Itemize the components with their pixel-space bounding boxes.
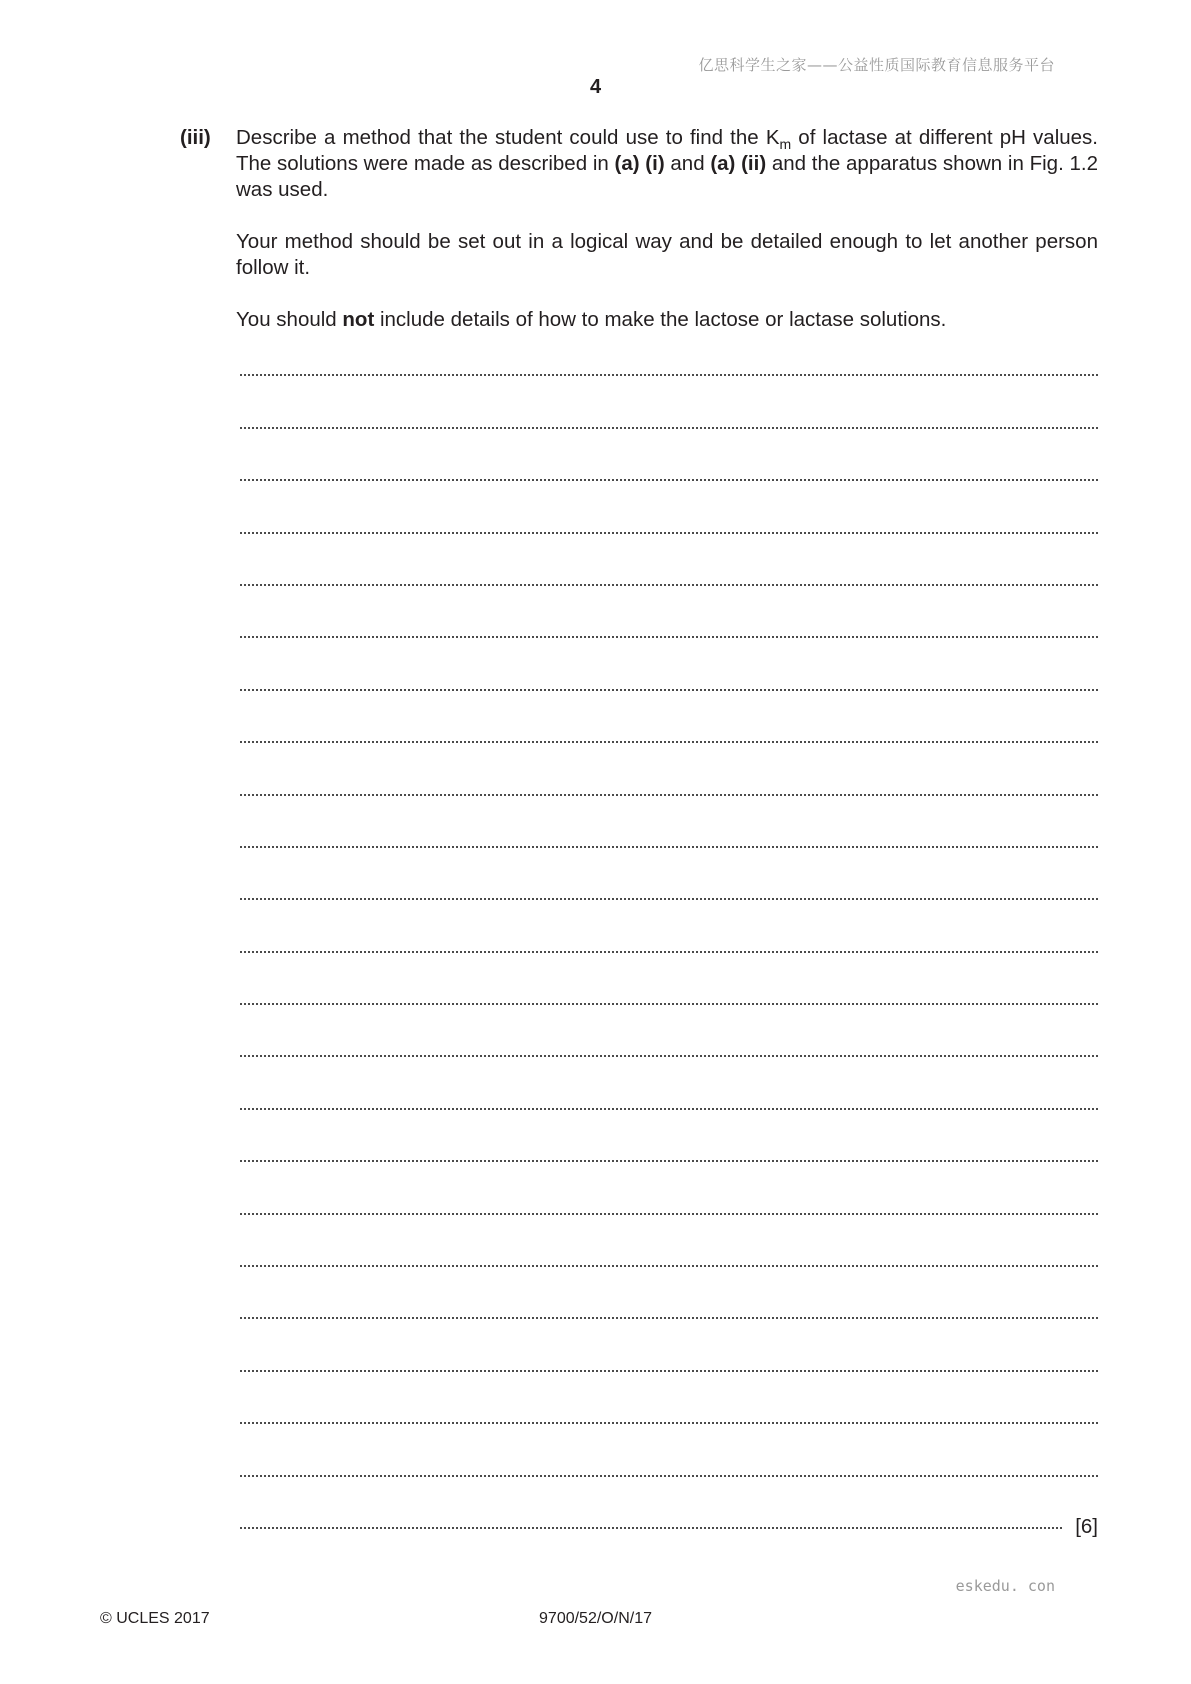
answer-line[interactable]: [240, 616, 1098, 668]
answer-line[interactable]: [240, 930, 1098, 982]
q-text-3b: include details of how to make the lactose or lactase solutions.: [374, 308, 947, 331]
answer-line-dots: [240, 1213, 1098, 1215]
answer-line[interactable]: [240, 826, 1098, 878]
question-paragraph-2: Your method should be set out in a logical way and be detailed enough to let another person follow it.: [236, 230, 1098, 279]
answer-line[interactable]: [240, 721, 1098, 773]
q-text-3-bold: not: [342, 308, 375, 331]
question-paragraph-1: [236, 125, 1098, 203]
question-block: [180, 125, 1098, 333]
answer-line[interactable]: [240, 406, 1098, 458]
answer-line-dots: [240, 427, 1098, 429]
answer-line[interactable]: [240, 983, 1098, 1035]
answer-line-dots: [240, 689, 1098, 691]
footer-watermark: eskedu. con: [955, 1577, 1055, 1595]
answer-line[interactable]: [240, 511, 1098, 563]
answer-line-dots: [240, 479, 1098, 481]
answer-line[interactable]: [240, 1035, 1098, 1087]
answer-line-dots: [240, 741, 1098, 743]
answer-line[interactable]: [240, 354, 1098, 406]
answer-line[interactable]: [240, 1349, 1098, 1401]
q-text-1a: Describe a method that the student could use to find the K: [236, 126, 780, 149]
answer-line-dots: [240, 1003, 1098, 1005]
answer-line[interactable]: [240, 1402, 1098, 1454]
answer-line[interactable]: [240, 668, 1098, 720]
answer-line[interactable]: [240, 1454, 1098, 1506]
answer-line[interactable]: [240, 459, 1098, 511]
answer-line-dots: [240, 1055, 1098, 1057]
answer-line-dots: [240, 1527, 1062, 1529]
answer-line-dots: [240, 584, 1098, 586]
answer-line-dots: [240, 1370, 1098, 1372]
answer-line[interactable]: [240, 1245, 1098, 1297]
q-text-3a: You should: [236, 308, 343, 331]
answer-line[interactable]: [240, 1140, 1098, 1192]
answer-line[interactable]: [240, 1087, 1098, 1139]
answer-line-dots: [240, 951, 1098, 953]
km-subscript: m: [779, 136, 792, 152]
header-watermark: 亿思科学生之家——公益性质国际教育信息服务平台: [698, 56, 1055, 74]
answer-line[interactable]: [240, 1192, 1098, 1244]
page-number: 4: [589, 76, 602, 98]
answer-line[interactable]: [240, 1297, 1098, 1349]
q-ref-a-i: (a) (i): [614, 152, 665, 175]
copyright: © UCLES 2017: [100, 1610, 210, 1627]
answer-line[interactable]: [240, 773, 1098, 825]
answer-line-dots: [240, 636, 1098, 638]
answer-line-dots: [240, 1422, 1098, 1424]
answer-line-dots: [240, 1475, 1098, 1477]
question-label: (iii): [180, 126, 211, 149]
marks-label: [6]: [1075, 1514, 1098, 1538]
answer-line-dots: [240, 898, 1098, 900]
answer-line[interactable]: [240, 878, 1098, 930]
answer-line-dots: [240, 846, 1098, 848]
q-text-1b: of lactase at different pH values. The solutions were made as described in: [236, 126, 1098, 175]
answer-line-dots: [240, 374, 1098, 376]
q-text-1d: and the apparatus shown in Fig. 1.2 was used.: [236, 152, 1098, 201]
answer-area[interactable]: [240, 354, 1098, 1559]
q-text-1c: and: [664, 152, 711, 175]
question-body: [236, 125, 1098, 333]
paper-code: 9700/52/O/N/17: [539, 1610, 652, 1627]
q-ref-a-ii: (a) (ii): [710, 152, 767, 175]
answer-line-dots: [240, 1265, 1098, 1267]
answer-line-dots: [240, 1160, 1098, 1162]
answer-line[interactable]: [240, 564, 1098, 616]
question-paragraph-3: [236, 307, 1098, 333]
answer-line-dots: [240, 794, 1098, 796]
answer-line-dots: [240, 532, 1098, 534]
answer-line-dots: [240, 1317, 1098, 1319]
answer-line-dots: [240, 1108, 1098, 1110]
answer-line-final[interactable]: [240, 1507, 1098, 1559]
